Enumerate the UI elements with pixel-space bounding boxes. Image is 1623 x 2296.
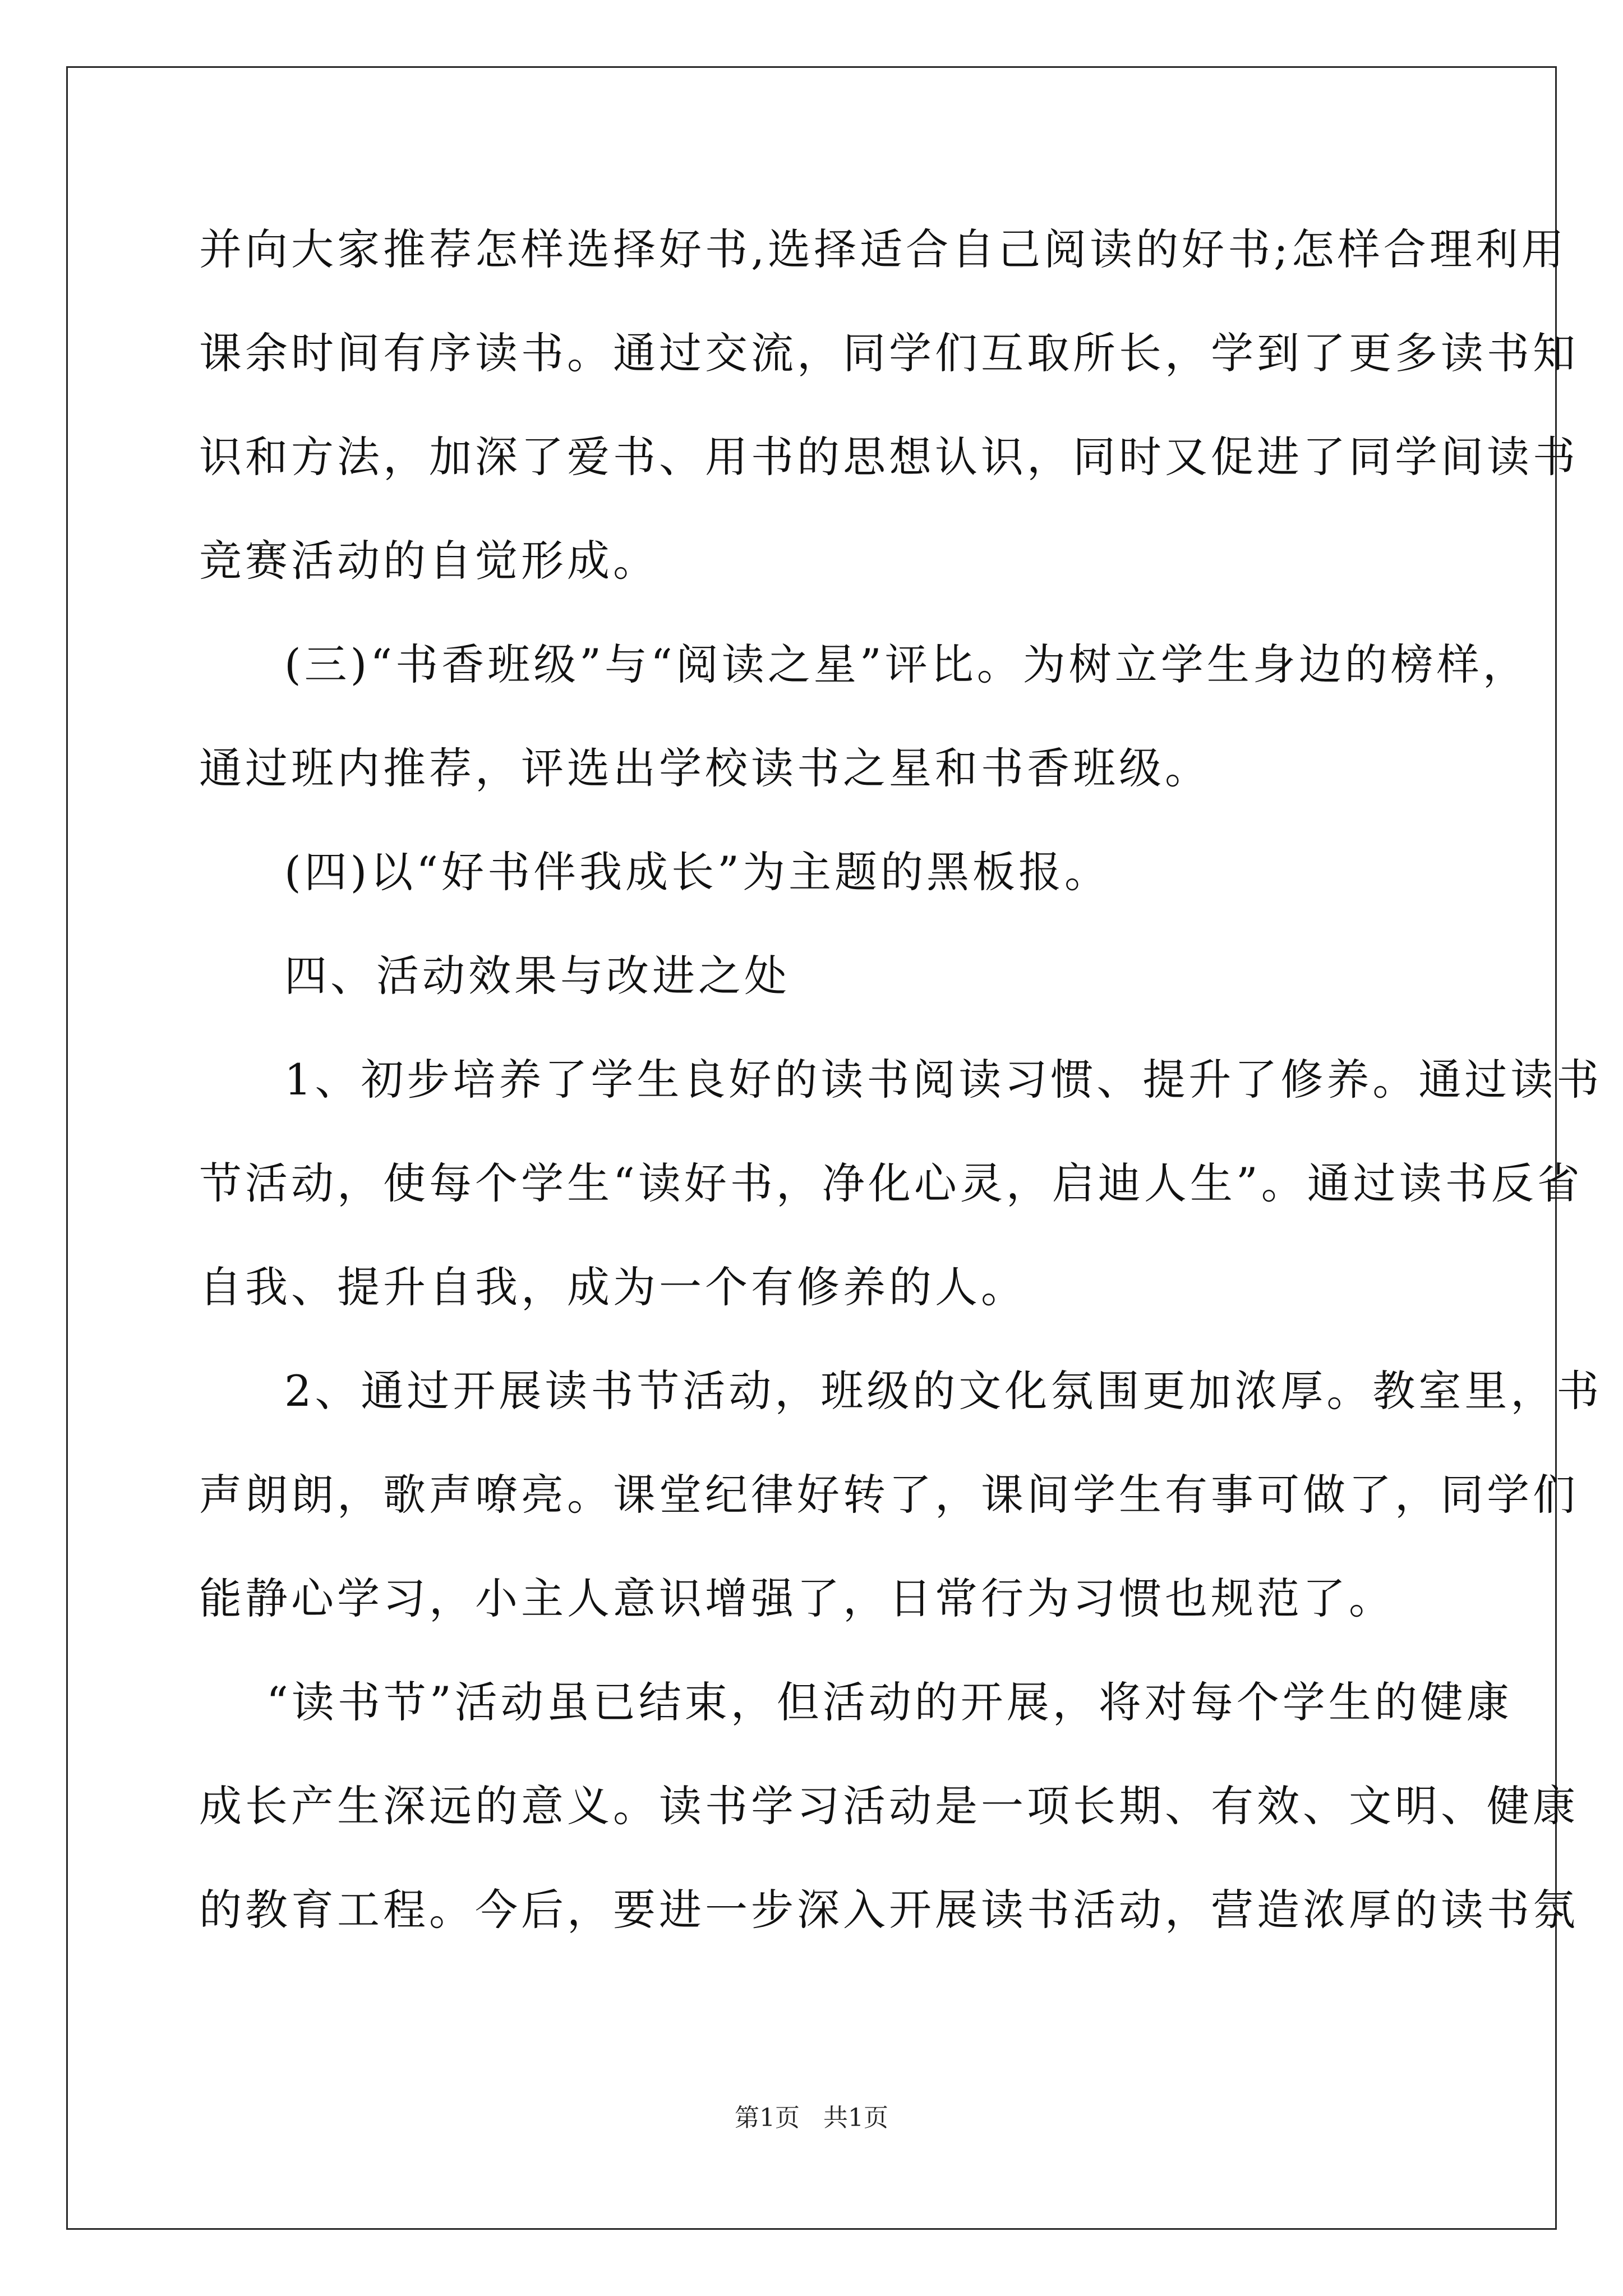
paragraph-line: 竞赛活动的自觉形成。 [199, 536, 659, 586]
page-number-footer: 第1页 共1页 [735, 2104, 888, 2132]
paragraph-line: 1、初步培养了学生良好的读书阅读习惯、提升了修养。通过读书 [284, 1055, 1603, 1105]
paragraph-line: 识和方法，加深了爱书、用书的思想认识，同时又促进了同学间读书 [199, 432, 1579, 482]
paragraph-line: “读书节”活动虽已结束，但活动的开展，将对每个学生的健康 [266, 1677, 1513, 1727]
paragraph-line: 的教育工程。今后，要进一步深入开展读书活动，营造浓厚的读书氛 [199, 1885, 1579, 1935]
paragraph-line: 能静心学习，小主人意识增强了，日常行为习惯也规范了。 [199, 1573, 1395, 1623]
paragraph-line: (四)以“好书伴我成长”为主题的黑板报。 [284, 847, 1111, 897]
paragraph-line: 通过班内推荐，评选出学校读书之星和书香班级。 [199, 743, 1211, 793]
paragraph-line: 声朗朗，歌声嘹亮。课堂纪律好转了，课间学生有事可做了，同学们 [199, 1470, 1579, 1520]
paragraph-line: 节活动，使每个学生“读好书，净化心灵，启迪人生”。通过读书反省 [199, 1158, 1583, 1208]
paragraph-line: 成长产生深远的意义。读书学习活动是一项长期、有效、文明、健康 [199, 1781, 1579, 1831]
paragraph-line: 自我、提升自我，成为一个有修养的人。 [199, 1262, 1027, 1312]
document-body [199, 222, 1603, 1986]
paragraph-line: 课余时间有序读书。通过交流，同学们互取所长，学到了更多读书知 [199, 328, 1579, 378]
paragraph-line: 并向大家推荐怎样选择好书,选择适合自己阅读的好书;怎样合理利用 [199, 224, 1567, 274]
paragraph-line: 2、通过开展读书节活动，班级的文化氛围更加浓厚。教室里，书 [284, 1366, 1603, 1416]
paragraph-line: (三)“书香班级”与“阅读之星”评比。为树立学生身边的榜样， [284, 639, 1529, 689]
section-heading: 四、活动效果与改进之处 [284, 951, 790, 1001]
